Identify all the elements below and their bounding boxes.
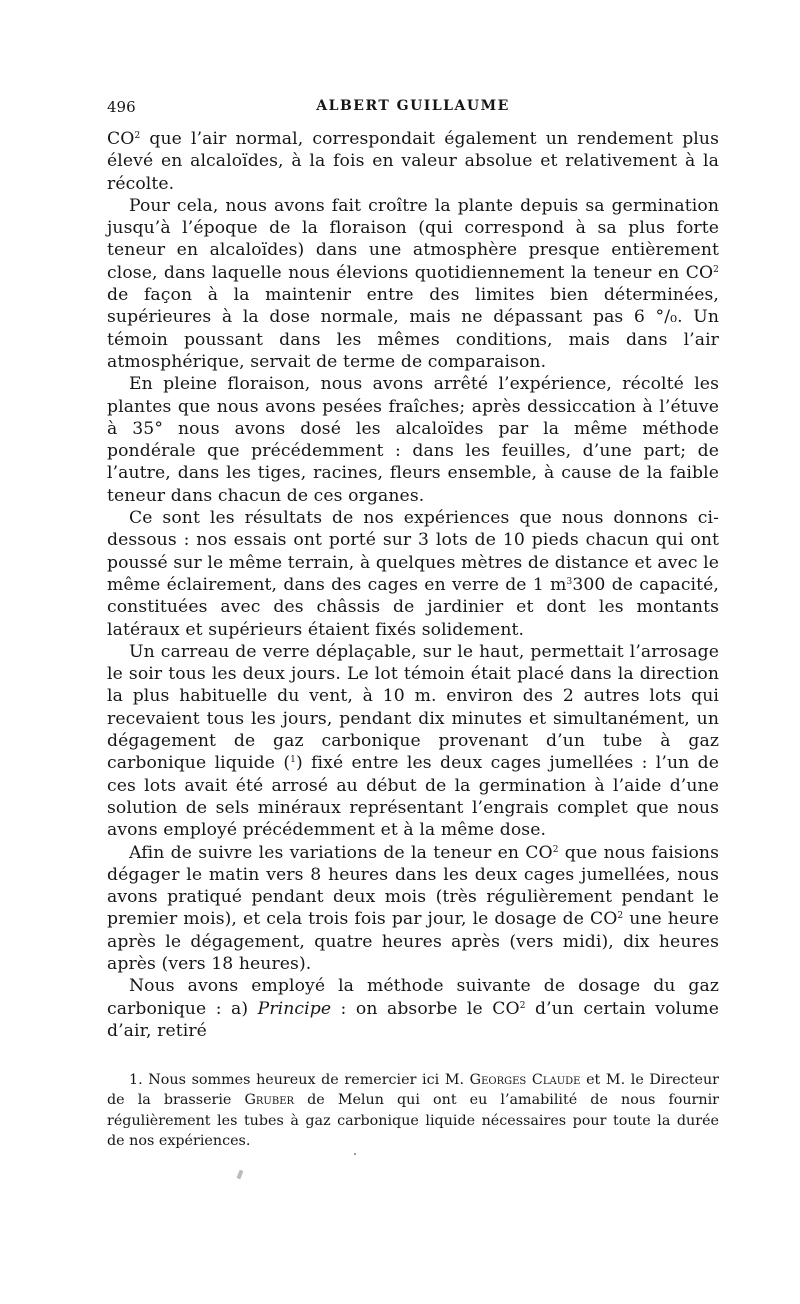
running-head: ALBERT GUILLAUME	[316, 98, 510, 114]
footnote-ref: 1	[290, 755, 296, 766]
paragraph-5: Un carreau de verre déplaçable, sur le haut, permettait l’arrosage le soir tous les deux jours. Le lot témoin était placé dans la direction la plus habituelle du vent, à 10 m. environ des 2 autres lots qui recevaient tous les jours, pendant dix minutes et simultanément, un dégagement de gaz carbonique provenant d’un tube à gaz carbonique liquide ($^1$) fixé entre les deux cages jumellées : l’un de ces lots avait été arrosé au début de la germination à l’aide d’une solution de sels minéraux représentant l’engrais complet que nous avons employé précédemment et à la même dose.	[107, 641, 719, 841]
footnote-name: Gruber	[244, 1092, 295, 1109]
footnote-marker: 1	[129, 1072, 139, 1088]
scan-ink-mark	[236, 1170, 243, 1180]
superscript: 2	[519, 1000, 526, 1011]
paragraph-6: Afin de suivre les variations de la teneur en $CO^2$ que nous faisions dégager le matin vers 8 heures dans les deux cages jumellées, nous avons pratiqué pendant deux mois (très régulièrement pendant le premier mois), et cela trois fois par jour, le dosage de $CO^2$ une heure après le dégagement, quatre heures après (vers midi), dix heures après (vers 18 heures).	[107, 842, 719, 974]
superscript: 2	[617, 911, 624, 922]
paragraph-2: Pour cela, nous avons fait croître la plante depuis sa germination jusqu’à l’époque de la floraison (qui correspond à sa plus forte teneur en alcaloïdes) dans une atmosphère presque entièrement close, dans laquelle nous élevions quotidiennement la teneur en $CO^2$ de façon à la maintenir entre des limites bien déterminées, supérieures à la dose normale, mais ne dépassant pas 6 °/₀. Un témoin poussant dans les mêmes conditions, mais dans l’air atmosphérique, servait de terme de comparaison.	[107, 195, 719, 372]
superscript: 2	[552, 844, 559, 855]
body-text	[107, 128, 719, 1042]
paragraph-3: En pleine floraison, nous avons arrêté l’expérience, récolté les plantes que nous avons pesées fraîches; après dessiccation à l’étuve à 35° nous avons dosé les alcaloïdes par la même méthode pondérale que précédemment : dans les feuilles, d’une part; de l’autre, dans les tiges, racines, fleurs ensemble, à cause de la faible teneur dans chacun de ces organes.	[107, 374, 719, 506]
page-header	[107, 98, 719, 118]
paragraph-7: Nous avons employé la méthode suivante de dosage du gaz carbonique : a) Principe : on absorbe le $CO^2$ d’un certain volume d’air, retiré	[107, 976, 719, 1041]
superscript: 2	[713, 264, 719, 275]
scan-speck	[354, 1153, 356, 1155]
superscript: 3	[566, 576, 573, 587]
page-number: 496	[107, 98, 136, 116]
paragraph-4: Ce sont les résultats de nos expériences que nous donnons ci-dessous : nos essais ont porté sur 3 lots de 10 pieds chacun qui ont poussé sur le même terrain, à quelques mètres de distance et avec le même éclairement, dans des cages en verre de 1 $m^3300$ de capacité, constituées avec des châssis de jardinier et dont les montants latéraux et supérieurs étaient fixés solidement.	[107, 508, 719, 640]
superscript: 2	[134, 131, 141, 141]
footnote: 1. Nous sommes heureux de remercier ici M. Georges Claude et M. le Directeur de la brasserie Gruber de Melun qui ont eu l’amabilité de nous fournir régulièrement les tubes à gaz carbonique liquide nécessaires pour toute la durée de nos expériences.	[107, 1072, 720, 1149]
footnote-name: Georges Claude	[469, 1072, 581, 1088]
italic-term: Principe	[257, 998, 332, 1019]
paragraph-1: $CO^2$ que l’air normal, correspondait également un rendement plus élevé en alcaloïdes, à la fois en valeur absolue et relativement à la récolte.	[107, 129, 719, 194]
